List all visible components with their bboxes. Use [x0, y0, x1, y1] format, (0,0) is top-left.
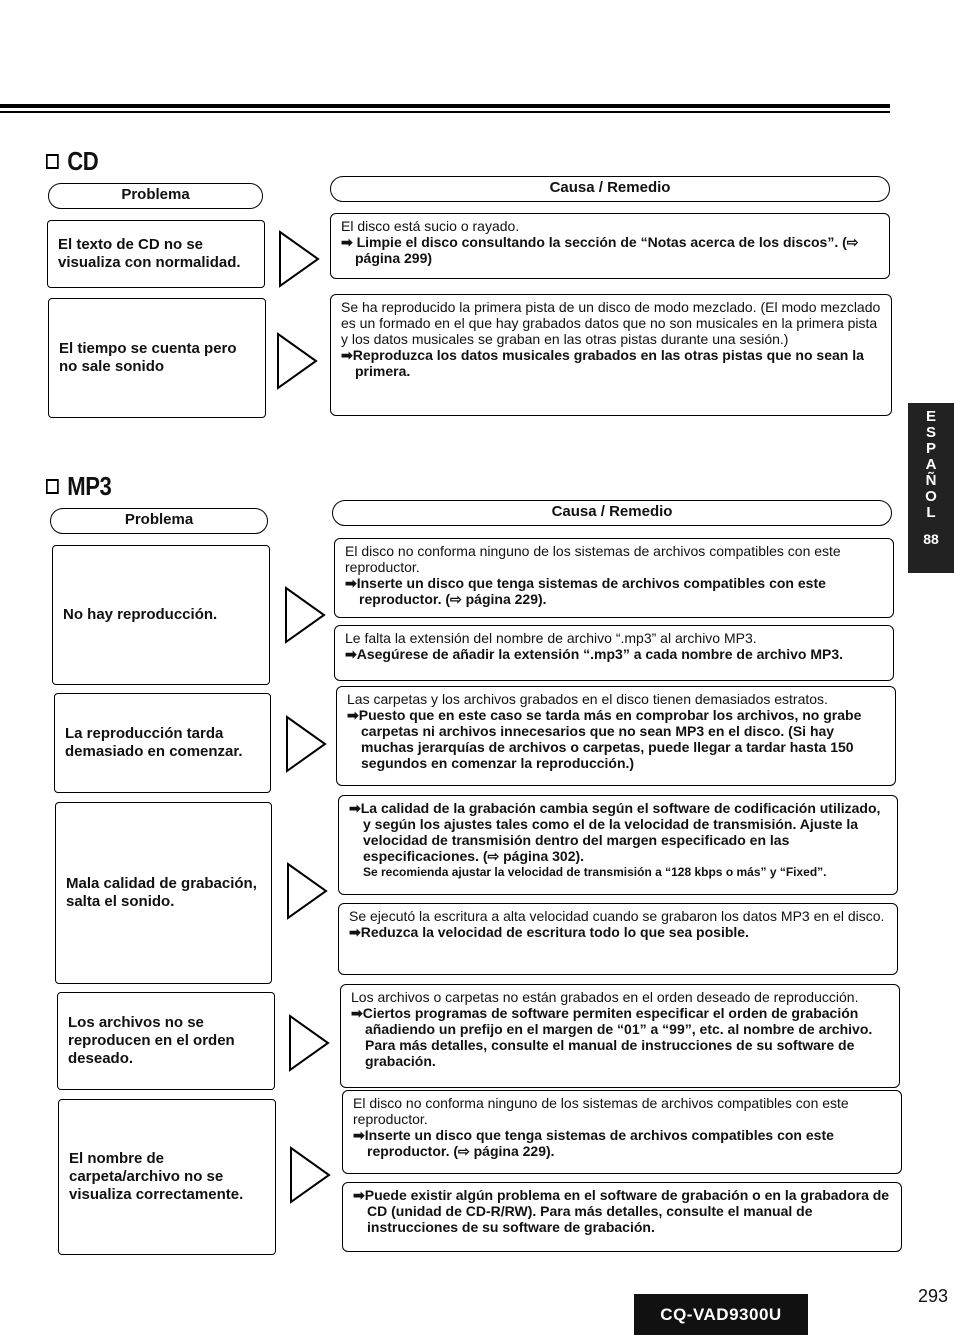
remedy-box — [330, 294, 892, 416]
cause-text: Le falta la extensión del nombre de archivo “.mp3” al archivo MP3. — [345, 630, 757, 646]
side-tab-letter: P — [925, 440, 936, 457]
problem-text: La reproducción tarda demasiado en comenzar. — [65, 725, 243, 760]
problem-box — [58, 1099, 276, 1255]
arrow-triangle-icon — [285, 715, 329, 773]
problem-text: El nombre de carpeta/archivo no se visualiza correctamente. — [69, 1150, 244, 1203]
top-rule-thin — [0, 111, 890, 113]
problem-box — [54, 693, 271, 793]
top-rule — [0, 104, 890, 108]
side-tab-letter: A — [925, 456, 937, 473]
problem-text: Mala calidad de grabación, salta el sonido. — [66, 875, 257, 910]
problem-box — [55, 802, 272, 984]
arrow-triangle-icon — [276, 332, 320, 390]
cause-text: El disco no conforma ninguno de los sistemas de archivos compatibles con este reproductor. — [353, 1095, 849, 1127]
checkbox-icon — [46, 154, 59, 169]
side-tab-letter: O — [925, 488, 937, 505]
problem-box — [52, 545, 270, 685]
problem-header: Problema — [50, 508, 268, 534]
remedy-box — [330, 213, 890, 279]
arrow-triangle-icon — [286, 862, 330, 920]
remedy-text: ➡Inserte un disco que tenga sistemas de archivos compatibles con este reproductor. (⇨ página 229). — [345, 575, 826, 607]
remedy-box — [338, 903, 898, 975]
side-tab-letter: Ñ — [925, 472, 937, 489]
remedy-box — [342, 1182, 902, 1252]
remedy-note: Se recomienda ajustar la velocidad de transmisión a “128 kbps o más” y “Fixed”. — [363, 865, 827, 879]
side-tab-page: 88 — [923, 531, 939, 547]
problem-header: Problema — [48, 183, 263, 209]
cause-header: Causa / Remedio — [330, 176, 890, 202]
problem-box — [48, 298, 266, 418]
cause-header: Causa / Remedio — [332, 500, 892, 526]
remedy-box — [334, 538, 894, 618]
side-tab-letter: L — [926, 504, 936, 521]
arrow-triangle-icon — [278, 230, 322, 288]
remedy-text: ➡La calidad de la grabación cambia según el software de codificación utilizado, y según los ajustes tales como el de la velocidad de transmisión. Ajuste la velocidad de transmisión dentro del margen especificado en las especificaciones. (⇨ página 302). — [349, 800, 881, 864]
remedy-box — [334, 625, 894, 681]
remedy-text: ➡Ciertos programas de software permiten especificar el orden de grabación añadiendo un prefijo en el margen de “01” a “99”, etc. al nombre de archivo. Para más detalles, consulte el manual de instrucciones de su software de grabación. — [351, 1005, 873, 1069]
section-title-mp3 — [46, 471, 111, 502]
problem-box — [57, 992, 275, 1090]
remedy-text: ➡Inserte un disco que tenga sistemas de archivos compatibles con este reproductor. (⇨ página 229). — [353, 1127, 834, 1159]
cause-text: Los archivos o carpetas no están grabados en el orden deseado de reproducción. — [351, 989, 859, 1005]
cause-text: El disco está sucio o rayado. — [341, 218, 520, 234]
arrow-triangle-icon — [289, 1146, 333, 1204]
cause-text: Las carpetas y los archivos grabados en el disco tienen demasiados estratos. — [347, 691, 828, 707]
cause-text: Se ejecutó la escritura a alta velocidad cuando se grabaron los datos MP3 en el disco. — [349, 908, 885, 924]
arrow-triangle-icon — [288, 1014, 332, 1072]
section-title-text: MP3 — [67, 471, 112, 501]
section-title-cd — [46, 146, 98, 177]
remedy-text: ➡Reproduzca los datos musicales grabados en las otras pistas que no sean la primera. — [341, 347, 864, 379]
remedy-box — [342, 1090, 902, 1174]
model-label: CQ-VAD9300U — [634, 1294, 808, 1335]
remedy-text: ➡Puesto que en este caso se tarda más en comprobar los archivos, no grabe carpetas ni archivos innecesarios que no sean MP3 en el disco. (Si hay muchas jerarquías de archivos o carpetas, puede llegar a tardar hasta 150 segundos en comenzar la reproducción.) — [347, 707, 862, 771]
cause-text: Se ha reproducido la primera pista de un disco de modo mezclado. (El modo mezclado es un formado en el que hay grabados datos que no son musicales en la primera pista y los datos musicales se graban en las otras pistas durante una sesión.) — [341, 299, 881, 347]
language-side-tab — [908, 403, 954, 573]
remedy-box — [340, 984, 900, 1088]
problem-text: El tiempo se cuenta pero no sale sonido — [59, 340, 237, 375]
page-number: 293 — [918, 1286, 949, 1306]
problem-text: El texto de CD no se visualiza con normalidad. — [58, 236, 241, 271]
remedy-box — [338, 795, 898, 895]
problem-text: Los archivos no se reproducen en el orden deseado. — [68, 1014, 235, 1067]
remedy-text: ➡Reduzca la velocidad de escritura todo lo que sea posible. — [349, 924, 749, 940]
section-title-text: CD — [67, 146, 99, 176]
side-tab-letter: E — [925, 408, 936, 425]
cause-text: El disco no conforma ninguno de los sistemas de archivos compatibles con este reproductor. — [345, 543, 841, 575]
problem-box — [47, 220, 265, 288]
remedy-text: ➡ Limpie el disco consultando la sección de “Notas acerca de los discos”. (⇨ página 299) — [341, 234, 859, 266]
checkbox-icon — [46, 479, 59, 494]
remedy-text: ➡Puede existir algún problema en el software de grabación o en la grabadora de CD (unidad de CD-R/RW). Para más detalles, consulte el manual de instrucciones de su software de grabación. — [353, 1187, 890, 1235]
remedy-box — [336, 686, 896, 786]
remedy-text: ➡Asegúrese de añadir la extensión “.mp3” a cada nombre de archivo MP3. — [345, 646, 844, 662]
arrow-triangle-icon — [284, 586, 328, 644]
side-tab-letter: S — [925, 424, 936, 441]
problem-text: No hay reproducción. — [63, 606, 218, 623]
